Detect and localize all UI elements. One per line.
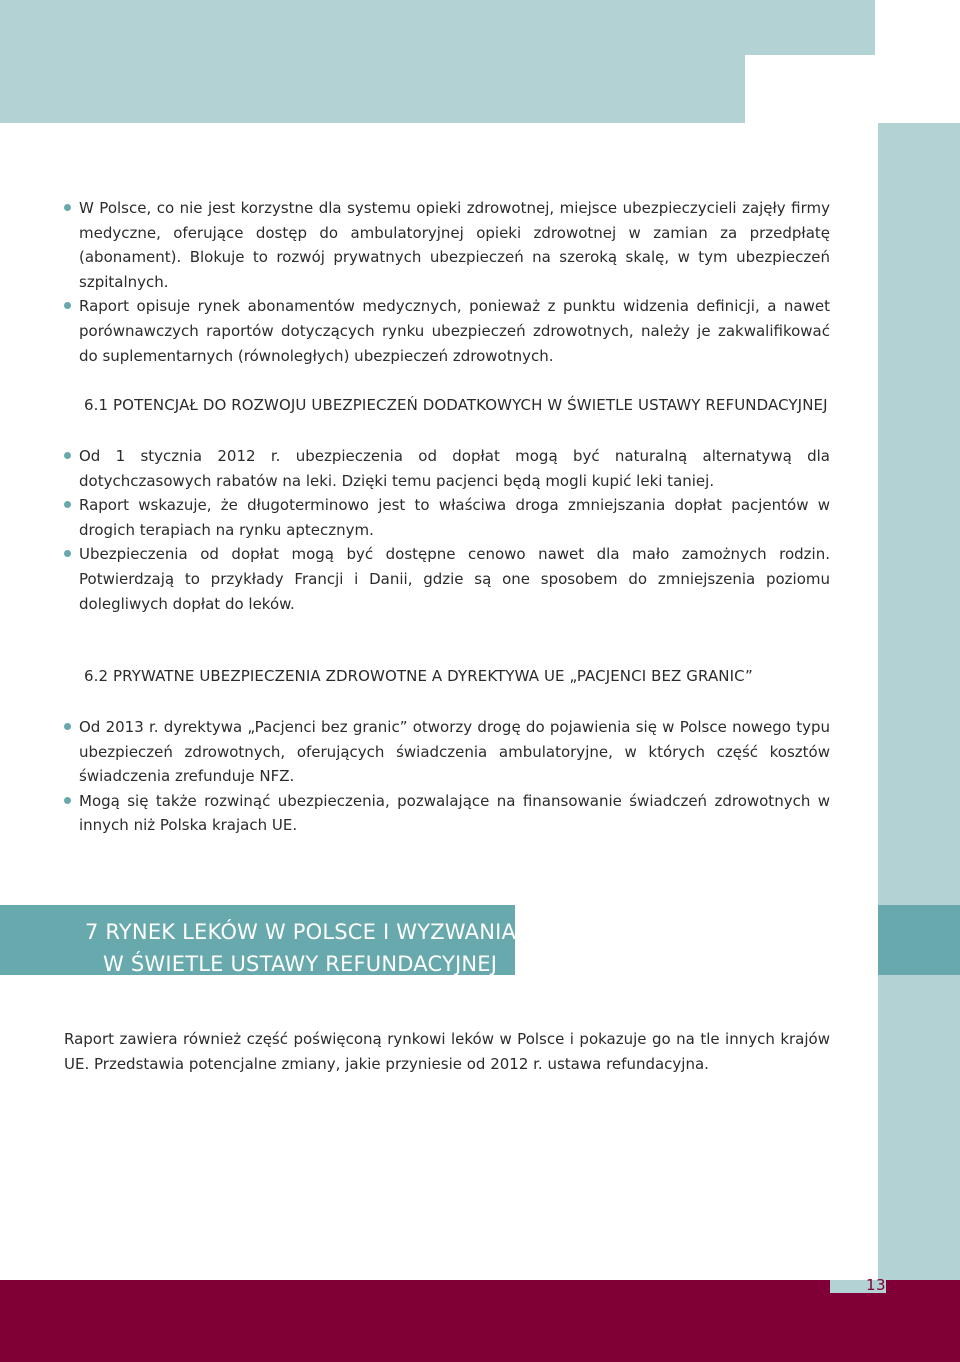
- right-decor-strip-accent: [878, 905, 960, 975]
- section-6-1-heading: 6.1 POTENCJAŁ DO ROZWOJU UBEZPIECZEŃ DODATKOWYCH W ŚWIETLE USTAWY REFUNDACYJNEJ: [84, 396, 828, 414]
- bullet-icon: [64, 501, 71, 508]
- page-number: 13: [866, 1276, 887, 1294]
- top-decor-band-lower: [0, 55, 745, 123]
- section-7-title: [85, 916, 515, 980]
- bullet-icon: [64, 723, 71, 730]
- section-6-2-bullet-list: [64, 715, 830, 838]
- list-item: Raport opisuje rynek abonamentów medycznych, ponieważ z punktu widzenia definicji, a nawet porównawczych raportów dotyczących rynku ubezpieczeń zdrowotnych, należy je zakwalifikować do suplementarnych (równoległych) ubezpieczeń zdrowotnych.: [64, 294, 830, 368]
- bullet-icon: [64, 302, 71, 309]
- section-7-title-line-1: 7 RYNEK LEKÓW W POLSCE I WYZWANIA: [85, 920, 517, 944]
- list-item: Od 2013 r. dyrektywa „Pacjenci bez granic” otworzy drogę do pojawienia się w Polsce nowego typu ubezpieczeń zdrowotnych, oferujących świadczenia ambulatoryjne, w których część kosztów świadczenia zrefunduje NFZ.: [64, 715, 830, 789]
- list-item: Mogą się także rozwinąć ubezpieczenia, pozwalające na finansowanie świadczeń zdrowotnych w innych niż Polska krajach UE.: [64, 789, 830, 838]
- section-7-title-line-2: W ŚWIETLE USTAWY REFUNDACYJNEJ: [103, 952, 498, 976]
- list-item: Od 1 stycznia 2012 r. ubezpieczenia od dopłat mogą być naturalną alternatywą dla dotychczasowych rabatów na leki. Dzięki temu pacjenci będą mogli kupić leki taniej.: [64, 444, 830, 493]
- bullet-icon: [64, 550, 71, 557]
- bullet-icon: [64, 204, 71, 211]
- section-6-1-bullet-list: [64, 444, 830, 616]
- list-item: Ubezpieczenia od dopłat mogą być dostępne cenowo nawet dla mało zamożnych rodzin. Potwierdzają to przykłady Francji i Danii, gdzie są one sposobem do zmniejszenia poziomu dolegliwych dopłat do leków.: [64, 542, 830, 616]
- top-decor-band: [0, 0, 875, 55]
- list-item: Raport wskazuje, że długoterminowo jest to właściwa droga zmniejszania dopłat pacjentów w drogich terapiach na rynku aptecznym.: [64, 493, 830, 542]
- list-item: W Polsce, co nie jest korzystne dla systemu opieki zdrowotnej, miejsce ubezpieczycieli zajęły firmy medyczne, oferujące dostęp do ambulatoryjnej opieki zdrowotnej w zamian za przedpłatę (abonament). Blokuje to rozwój prywatnych ubezpieczeń na szeroką skalę, w tym ubezpieczeń szpitalnych.: [64, 196, 830, 294]
- bottom-decor-band: [0, 1280, 960, 1362]
- section-7-paragraph: Raport zawiera również część poświęconą rynkowi leków w Polsce i pokazuje go na tle innych krajów UE. Przedstawia potencjalne zmiany, jakie przyniesie od 2012 r. ustawa refundacyjna.: [64, 1030, 830, 1073]
- bullet-icon: [64, 452, 71, 459]
- section-6-2-heading: 6.2 PRYWATNE UBEZPIECZENIA ZDROWOTNE A DYREKTYWA UE „PACJENCI BEZ GRANIC”: [84, 667, 753, 685]
- right-decor-strip: [878, 123, 960, 1280]
- bullet-icon: [64, 797, 71, 804]
- intro-bullet-list: [64, 196, 830, 368]
